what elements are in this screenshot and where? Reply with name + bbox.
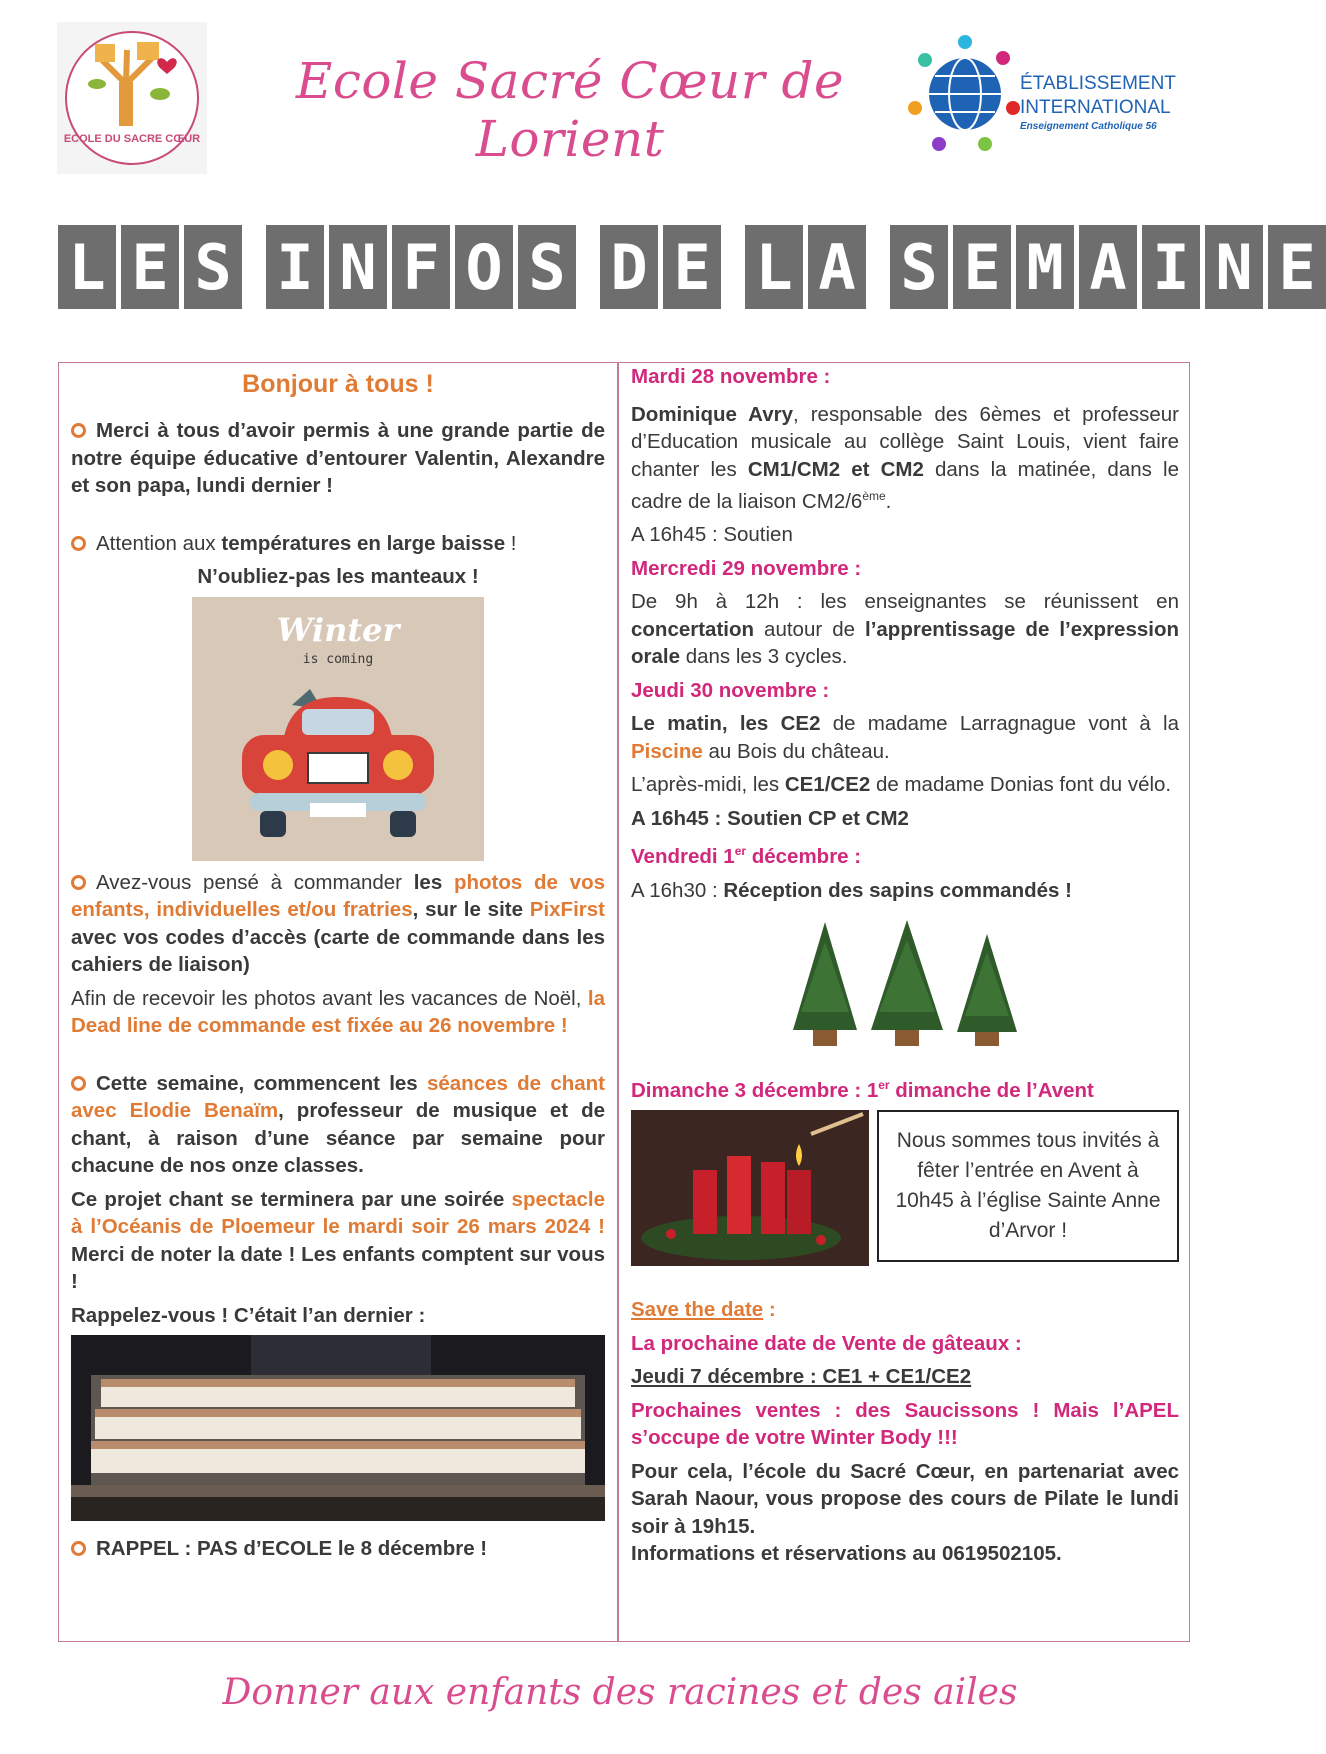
advent-wreath-icon: [631, 1110, 869, 1266]
bullet-icon: [71, 536, 86, 551]
save-colon: :: [763, 1298, 776, 1322]
deadline-prefix: Afin de recevoir les photos avant les vacances de Noël,: [71, 986, 588, 1010]
photos-prefix: Avez-vous pensé à commander: [96, 870, 414, 894]
chant-highlight: séances de chant avec Elodie Benaïm: [71, 1071, 605, 1122]
advent-candles-image: [631, 1110, 869, 1266]
banner-letter: N: [1205, 225, 1263, 309]
rappelez-line: Rappelez-vous ! C’était l’an dernier :: [71, 1303, 426, 1327]
deadline-paragraph: [71, 985, 605, 1040]
winter-illustration: [192, 597, 484, 861]
content-frame: [58, 362, 1190, 1642]
photos-codes: avec vos codes d’accès (carte de commande dans les cahiers de liaison): [71, 925, 605, 976]
photos-paragraph: [71, 869, 605, 979]
mardi-text-1: , responsable des 6èmes et professeur d’Education musicale au collège Saint Louis, vient faire chanter les: [631, 402, 1179, 481]
avent-invitation-box: Nous sommes tous invités à fêter l’entrée en Avent à 10h45 à l’église Sainte Anne d’Arvor !: [877, 1110, 1179, 1262]
jeudi-title: Jeudi 30 novembre :: [631, 678, 830, 702]
banner-word: [890, 225, 1326, 309]
choir-photo-icon: [71, 1335, 605, 1521]
attention-bold: températures en large baisse: [221, 531, 506, 555]
concert-photo: [71, 1335, 605, 1521]
pilate-paragraph: Pour cela, l’école du Sacré Cœur, en partenariat avec Sarah Naour, vous propose des cours de Pilate le lundi soir à 19h15.: [631, 1459, 1179, 1538]
christmas-trees-image: [785, 912, 1025, 1062]
jeudi-text-2: au Bois du château.: [702, 739, 890, 763]
mercredi-text-3: dans les 3 cycles.: [680, 645, 848, 669]
rappel-text: RAPPEL : PAS d’ECOLE le 8 décembre !: [96, 1537, 488, 1560]
dimanche-title-2: dimanche de l’Avent: [889, 1078, 1094, 1102]
bullet-icon: [71, 1076, 86, 1091]
vendredi-sup: er: [734, 844, 747, 859]
banner-letter: D: [600, 225, 658, 309]
right-column: [631, 363, 1179, 1574]
pixfirst-site: PixFirst: [529, 898, 605, 921]
avent-row: [631, 1110, 1179, 1266]
manteaux-line: N’oubliez-pas les manteaux !: [197, 565, 479, 588]
vendredi-text: A 16h30 :: [631, 878, 724, 902]
jeudi-piscine: Piscine: [631, 739, 703, 763]
attention-paragraph: [71, 530, 605, 558]
bullet-icon: [71, 1541, 86, 1556]
banner-word: [266, 225, 576, 309]
dimanche-sup: er: [878, 1078, 890, 1093]
banner-letter: E: [953, 225, 1011, 309]
merci-paragraph: [71, 417, 605, 500]
school-logo: [57, 22, 207, 174]
banner-word: [58, 225, 242, 309]
deadline-highlight: la Dead line de commande est fixée au 26 novembre !: [71, 986, 605, 1037]
jeudi-text-3: L’après-midi, les: [631, 773, 785, 797]
photos-highlight: photos de vos enfants, individuelles et/ou fratries: [71, 870, 605, 921]
vendredi-bold: Réception des sapins commandés !: [723, 878, 1072, 902]
vendredi-paragraph: [631, 877, 1179, 905]
international-logo-text: [1020, 72, 1176, 134]
bullet-icon: [71, 423, 86, 438]
left-column: [71, 363, 605, 1569]
column-divider: [617, 363, 619, 1641]
mardi-name: Dominique Avry: [631, 402, 793, 426]
save-title: Save the date: [631, 1298, 764, 1322]
banner-letter: S: [184, 225, 242, 309]
page-header: [0, 0, 1240, 200]
mercredi-bold-2: l’apprentissage de l’expression orale: [631, 617, 1179, 669]
bullet-icon: [71, 875, 86, 890]
vendredi-title-2: décembre :: [746, 845, 862, 869]
dimanche-title-1: Dimanche 3 décembre : 1: [631, 1078, 879, 1102]
banner-letter: L: [58, 225, 116, 309]
footer-motto: Donner aux enfants des racines et des ailes: [222, 1672, 1018, 1713]
banner-word: [745, 225, 866, 309]
jeudi-bold-1: Le matin, les CE2: [631, 712, 821, 736]
chant-paragraph: [71, 1070, 605, 1180]
banner-letter: A: [808, 225, 866, 309]
school-logo-tree-icon: [57, 22, 207, 174]
jeudi-paragraph-1: [631, 710, 1179, 765]
ventes-announcement: Prochaines ventes : des Saucissons ! Mais l’APEL s’occupe de votre Winter Body !!!: [631, 1398, 1179, 1450]
mardi-sup: ème: [862, 489, 886, 503]
jeudi-text-1: de madame Larragnague vont à la: [820, 712, 1179, 736]
save-the-date: [631, 1296, 1179, 1324]
international-line-3: Enseignement Catholique 56: [1020, 121, 1157, 132]
school-logo-text: ECOLE DU SACRE CŒUR: [63, 133, 201, 145]
infos-line: Informations et réservations au 0619502105.: [631, 1542, 1062, 1566]
banner-letter: I: [1142, 225, 1200, 309]
dimanche-title: [631, 1072, 1179, 1104]
international-logo: [905, 28, 1185, 158]
projet-suffix: Merci de noter la date ! Les enfants comptent sur vous !: [71, 1242, 605, 1293]
jeudi-soutien: A 16h45 : Soutien CP et CM2: [631, 806, 909, 830]
chant-prefix: Cette semaine, commencent les: [96, 1071, 427, 1095]
projet-paragraph: [71, 1186, 605, 1296]
mardi-classes: CM1/CM2 et CM2: [747, 457, 924, 481]
winter-title: Winter: [276, 610, 400, 649]
projet-highlight: spectacle à l’Océanis de Ploemeur le mardi soir 26 mars 2024 !: [71, 1187, 605, 1238]
banner-letter: O: [455, 225, 513, 309]
international-line-2: INTERNATIONAL: [1020, 97, 1171, 118]
winter-subtitle: is coming: [302, 651, 374, 667]
mercredi-text-1: De 9h à 12h : les enseignantes se réunissent en: [631, 590, 1179, 614]
mardi-title: Mardi 28 novembre :: [631, 365, 831, 388]
jeudi-bold-2: CE1/CE2: [784, 773, 871, 797]
christmas-tree-icon: [785, 912, 1025, 1062]
vendredi-title: [631, 838, 1179, 870]
mardi-text-3: .: [885, 489, 892, 513]
banner-letter: N: [329, 225, 387, 309]
mardi-soutien: A 16h45 : Soutien: [631, 523, 793, 547]
rappel-line: [71, 1535, 605, 1563]
mardi-text-2: dans la matinée, dans le cadre de la liaison CM2/6: [631, 457, 1179, 513]
chant-suffix: , professeur de musique et de chant, à raison d’une séance par semaine pour chacune de nos onze classes.: [71, 1099, 606, 1177]
mardi-paragraph: [631, 401, 1179, 516]
mercredi-title: Mercredi 29 novembre :: [631, 556, 862, 580]
vendredi-title-1: Vendredi 1: [631, 845, 735, 869]
projet-prefix: Ce projet chant se terminera par une soirée: [71, 1187, 512, 1211]
globe-icon: [905, 28, 1020, 158]
attention-prefix: Attention aux: [96, 531, 222, 555]
photos-bold: les: [413, 870, 454, 894]
attention-suffix: !: [505, 531, 517, 555]
mercredi-text-2: autour de: [754, 617, 866, 641]
banner-letter: S: [518, 225, 576, 309]
banner-letter: A: [1079, 225, 1137, 309]
banner-letter: F: [392, 225, 450, 309]
vente-title: La prochaine date de Vente de gâteaux :: [631, 1331, 1022, 1355]
banner-word: [600, 225, 721, 309]
banner-letter: S: [890, 225, 948, 309]
vente-date: Jeudi 7 décembre : CE1 + CE1/CE2: [631, 1365, 972, 1389]
banner-letter: L: [745, 225, 803, 309]
banner-letter: E: [663, 225, 721, 309]
mercredi-paragraph: [631, 588, 1179, 671]
banner-letter: M: [1016, 225, 1074, 309]
greeting: Bonjour à tous !: [242, 370, 434, 398]
merci-text: Merci à tous d’avoir permis à une grande partie de notre équipe éducative d’entourer Valentin, Alexandre et son papa, lundi dernier !: [71, 419, 605, 497]
school-name: Ecole Sacré Cœur de Lorient: [295, 52, 845, 168]
mercredi-bold-1: concertation: [631, 617, 755, 641]
jeudi-paragraph-2: [631, 771, 1179, 799]
winter-car-icon: [192, 597, 484, 861]
jeudi-text-4: de madame Donias font du vélo.: [870, 773, 1172, 797]
photos-mid: , sur le site: [412, 898, 530, 921]
international-line-1: ÉTABLISSEMENT: [1020, 73, 1176, 94]
banner-letter: I: [266, 225, 324, 309]
banner-letter: E: [121, 225, 179, 309]
banner-letter: E: [1268, 225, 1326, 309]
banner-title: [58, 225, 1316, 309]
